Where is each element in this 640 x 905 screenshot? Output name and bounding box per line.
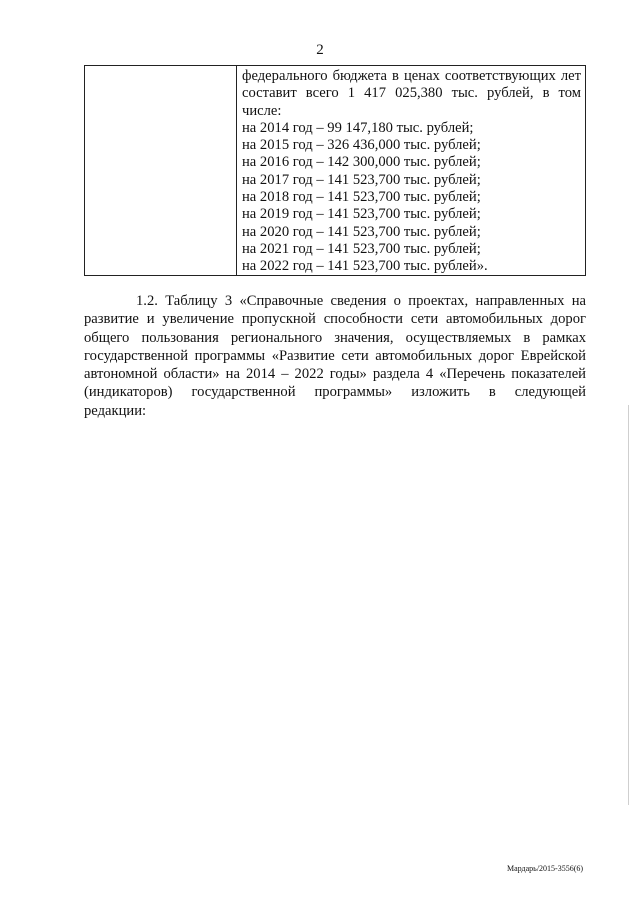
table-line-2020: на 2020 год – 141 523,700 тыс. рублей; xyxy=(242,223,481,240)
table-line-2018: на 2018 год – 141 523,700 тыс. рублей; xyxy=(242,189,481,206)
paragraph-line: редакции: xyxy=(84,402,147,419)
table-cell-right xyxy=(237,66,585,275)
table-line-2021: на 2021 год – 141 523,700 тыс. рублей; xyxy=(242,240,481,257)
table-line-2015: на 2015 год – 326 436,000 тыс. рублей; xyxy=(242,137,481,154)
budget-table xyxy=(84,65,586,276)
paragraph-line: государственной программы «Развитие сети автомобильных дорог Еврейской xyxy=(84,347,586,364)
paragraph-line: общего пользования регионального значения, осуществляемых в рамках xyxy=(84,329,586,346)
paragraph-line: развитие и увеличение пропускной способности сети автомобильных дорог xyxy=(84,311,586,328)
table-line-2022: на 2022 год – 141 523,700 тыс. рублей». xyxy=(242,258,488,275)
scan-margin-line xyxy=(628,405,629,805)
paragraph-line: 1.2. Таблицу 3 «Справочные сведения о проектах, направленных на xyxy=(136,293,586,309)
amendment-paragraph xyxy=(84,292,586,420)
table-cell-left xyxy=(85,66,237,275)
table-line: числе: xyxy=(242,102,282,119)
paragraph-line: автономной области» на 2014 – 2022 годы» раздела 4 «Перечень показателей xyxy=(84,366,586,383)
paragraph-line: (индикаторов) государственной программы» изложить в следующей xyxy=(84,384,586,401)
table-line: составит всего 1 417 025,380 тыс. рублей, в том xyxy=(242,85,581,102)
table-line-2016: на 2016 год – 142 300,000 тыс. рублей; xyxy=(242,154,481,171)
table-line-2019: на 2019 год – 141 523,700 тыс. рублей; xyxy=(242,206,481,223)
table-line: федерального бюджета в ценах соответствующих лет xyxy=(242,68,581,84)
table-line-2014: на 2014 год – 99 147,180 тыс. рублей; xyxy=(242,119,474,136)
page-number: 2 xyxy=(316,42,324,58)
footer-document-code: Мардарь/2015-3556(6) xyxy=(507,864,584,873)
table-line-2017: на 2017 год – 141 523,700 тыс. рублей; xyxy=(242,171,481,188)
